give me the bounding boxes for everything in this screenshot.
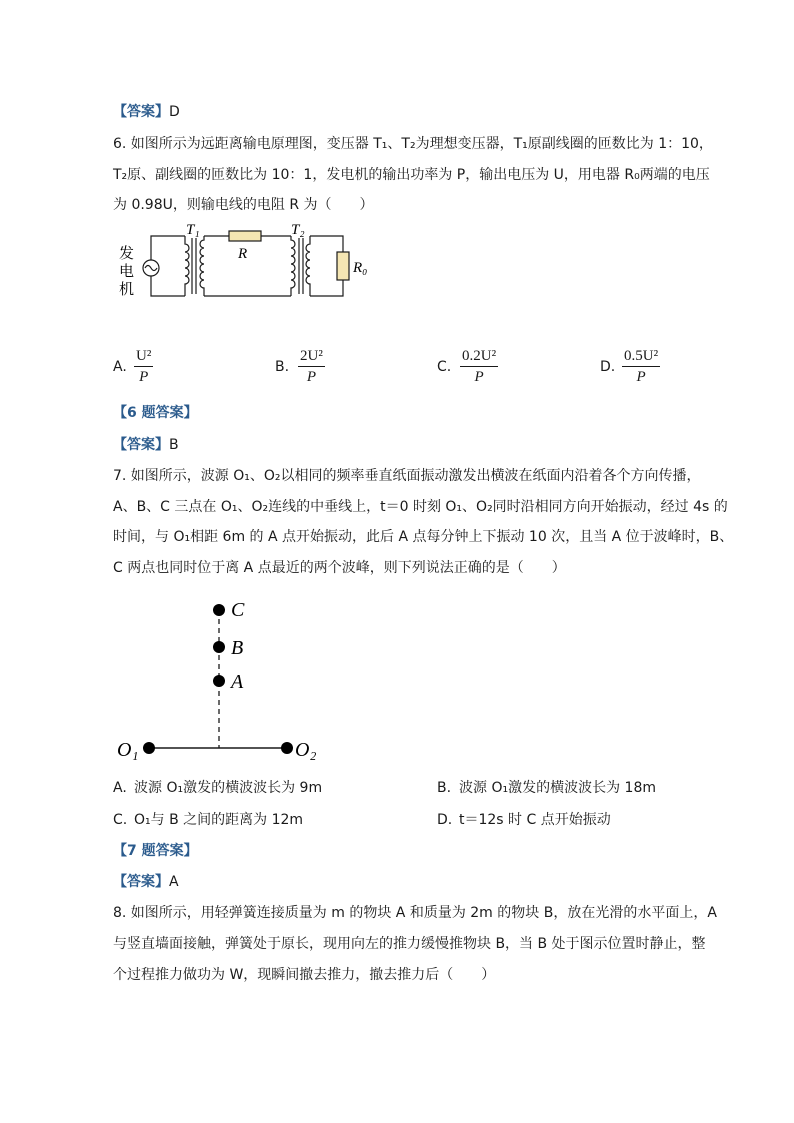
numerator: 0.5U² <box>622 346 660 367</box>
t2-secondary-coil <box>306 236 310 296</box>
t1-primary-coil <box>185 236 189 296</box>
option-fraction <box>134 346 153 387</box>
t2-primary-coil <box>291 236 295 296</box>
label-o2: O₂ <box>295 739 317 761</box>
t1-label: T₁ <box>186 222 200 238</box>
numerator: 2U² <box>298 346 325 367</box>
answer-tag: 【答案】 <box>113 104 169 120</box>
option-fraction <box>298 346 325 387</box>
q7-line-4: C 两点也同时位于离 A 点最近的两个波峰，则下列说法正确的是（ ） <box>113 560 566 576</box>
q8-line-3: 个过程推力做功为 W，现瞬间撤去推力，撤去推力后（ ） <box>113 967 496 983</box>
answer-tag: 【答案】 <box>113 874 169 890</box>
answer-value: B <box>169 437 179 453</box>
label-a: A <box>231 671 244 693</box>
t2-label: T₂ <box>291 222 305 238</box>
numerator: U² <box>134 346 153 367</box>
option-letter: A. <box>113 780 127 796</box>
answer-value: D <box>169 104 180 120</box>
option-text: t＝12s 时 C 点开始振动 <box>459 812 611 828</box>
q6-line-1: 6. 如图所示为远距离输电原理图，变压器 T₁、T₂为理想变压器，T₁原副线圈的匝数比为 1：10， <box>113 136 713 152</box>
answer-tag: 【答案】 <box>113 437 169 453</box>
generator-wire <box>151 236 185 260</box>
generator-label-1: 发 <box>119 246 135 262</box>
option-text: O₁与 B 之间的距离为 12m <box>134 812 304 828</box>
resistor-r <box>229 231 261 241</box>
r0-label: R₀ <box>353 260 368 276</box>
option-text: 波源 O₁激发的横波波长为 18m <box>459 780 656 796</box>
point-o1 <box>143 742 155 754</box>
option-letter: D. <box>600 359 616 375</box>
option-letter: A. <box>113 359 127 375</box>
option-fraction <box>622 346 660 387</box>
q7-wave-diagram <box>113 592 333 767</box>
denominator: P <box>636 369 646 385</box>
denominator: P <box>139 369 149 385</box>
option-letter: B. <box>437 780 452 796</box>
generator-wire-bottom <box>151 276 185 296</box>
q7-section-heading: 【7 题答案】 <box>113 843 198 859</box>
q7-answer-line <box>113 871 179 893</box>
option-letter: D. <box>437 812 453 828</box>
point-b <box>213 641 225 653</box>
denominator: P <box>306 369 316 385</box>
q6-line-3: 为 0.98U，则输电线的电阻 R 为（ ） <box>113 197 374 213</box>
r-label: R <box>238 246 248 262</box>
prev-answer-line <box>113 101 180 123</box>
q6-circuit-diagram <box>113 222 383 304</box>
point-a <box>213 675 225 687</box>
label-b: B <box>231 637 244 659</box>
q7-line-3: 时间，与 O₁相距 6m 的 A 点开始振动，此后 A 点每分钟上下振动 10 次，且当 A 位于波峰时，B、 <box>113 529 734 545</box>
label-c: C <box>231 599 245 621</box>
point-o2 <box>281 742 293 754</box>
generator-label-3: 机 <box>119 282 135 298</box>
q7-line-2: A、B、C 三点在 O₁、O₂连线的中垂线上，t＝0 时刻 O₁、O₂同时沿相同方向开始振动，经过 4s 的 <box>113 499 728 515</box>
option-letter: C. <box>113 812 128 828</box>
q6-section-heading: 【6 题答案】 <box>113 405 198 421</box>
q8-line-1: 8. 如图所示，用轻弹簧连接质量为 m 的物块 A 和质量为 2m 的物块 B，放在光滑的水平面上，A <box>113 905 717 921</box>
option-letter: B. <box>275 359 290 375</box>
option-fraction <box>460 346 498 387</box>
generator-label-2: 电 <box>119 264 135 280</box>
t1-secondary-coil <box>200 236 204 296</box>
option-text: 波源 O₁激发的横波波长为 9m <box>134 780 323 796</box>
label-o1: O₁ <box>117 739 139 761</box>
answer-value: A <box>169 874 179 890</box>
numerator: 0.2U² <box>460 346 498 367</box>
option-letter: C. <box>437 359 452 375</box>
q8-line-2: 与竖直墙面接触，弹簧处于原长，现用向左的推力缓慢推物块 B，当 B 处于图示位置时静止，整 <box>113 936 706 952</box>
q6-line-2: T₂原、副线圈的匝数比为 10：1，发电机的输出功率为 P，输出电压为 U，用电器 R₀两端的电压 <box>113 167 710 183</box>
resistor-r0 <box>337 252 349 280</box>
point-c <box>213 604 225 616</box>
q7-line-1: 7. 如图所示，波源 O₁、O₂以相同的频率垂直纸面振动激发出横波在纸面内沿着各个方向传播， <box>113 468 701 484</box>
q6-answer-line <box>113 434 179 456</box>
denominator: P <box>474 369 484 385</box>
